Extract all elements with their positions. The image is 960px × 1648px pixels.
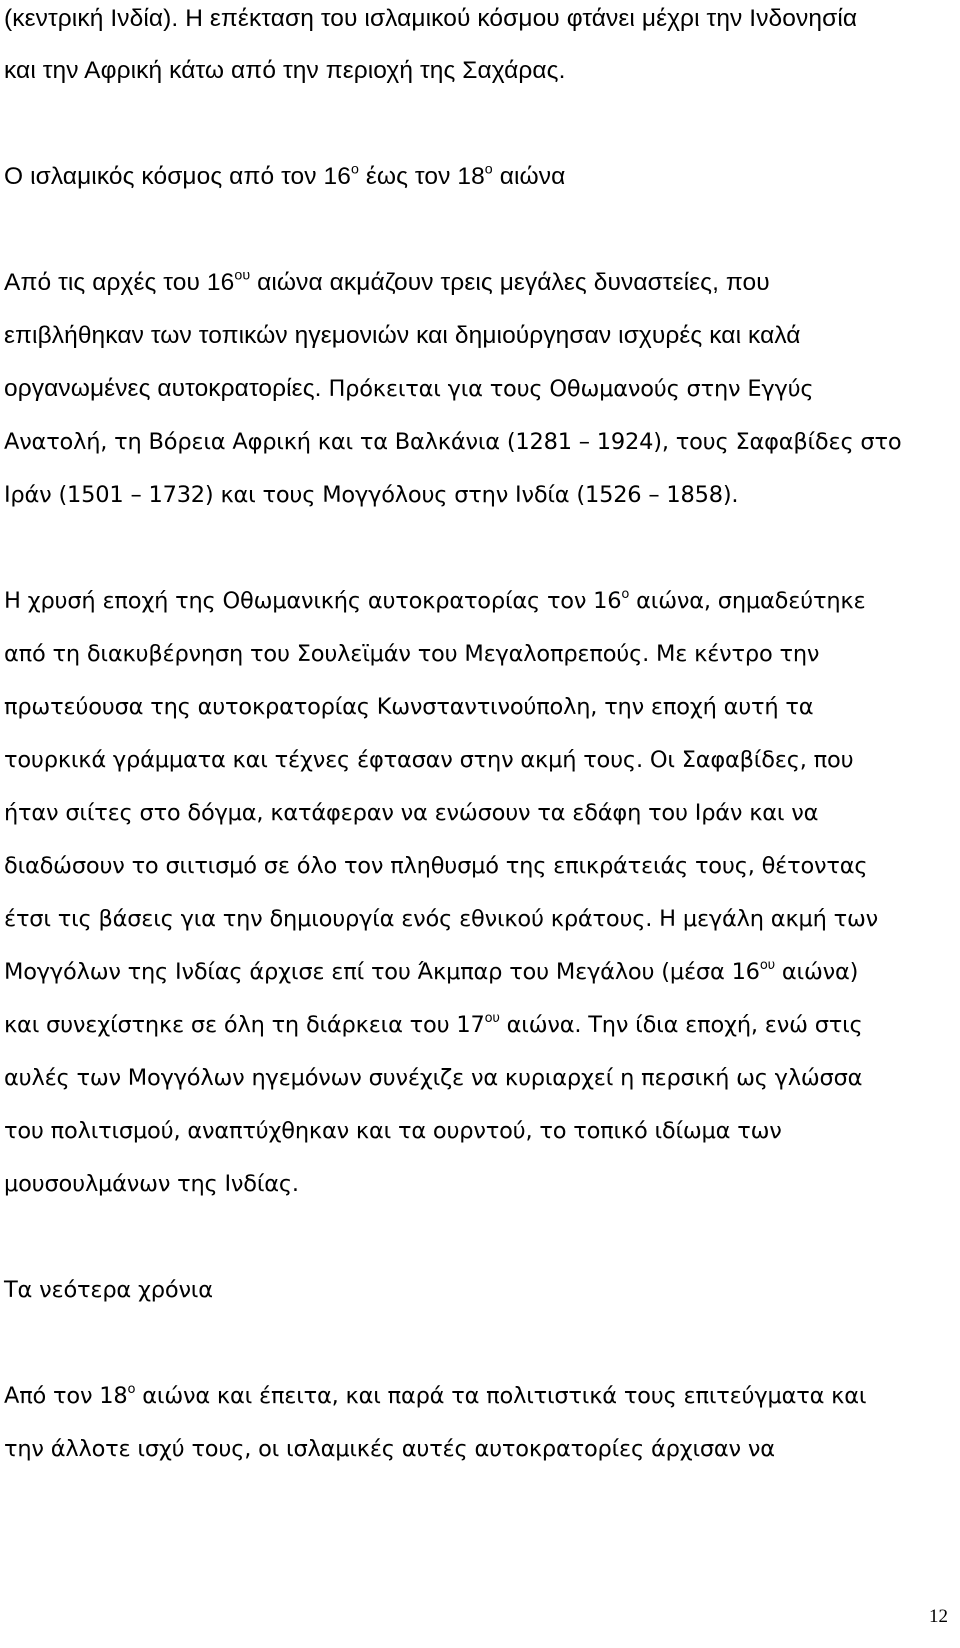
text-span: διαδώσουν το σιιτισμό σε όλο τον πληθυσμό της επικράτειάς τους, θέτοντας	[4, 853, 868, 879]
superscript: ου	[484, 1011, 500, 1027]
text-line	[4, 321, 801, 351]
superscript: ο	[484, 161, 493, 178]
text-span: και την Αφρική κάτω από την περιοχή της Σαχάρας.	[4, 57, 566, 84]
text-span: αιώνα ακμάζουν τρεις μεγάλες δυναστείες, που	[250, 269, 770, 296]
text-span: έτσι τις βάσεις για την δημιουργία ενός εθνικού κράτους. Η μεγάλη ακμή των	[4, 906, 878, 932]
text-span: πρωτεύουσα της αυτοκρατορίας Κωνσταντινούπολη, την εποχή αυτή τα	[4, 694, 814, 720]
superscript: ου	[234, 267, 251, 284]
text-span: επιβλήθηκαν των τοπικών ηγεμονιών και δημιούργησαν ισχυρές και καλά	[4, 322, 801, 349]
text-span: Μογγόλων της Ινδίας άρχισε επί του Άκμπαρ του Μεγάλου (μέσα 16	[4, 959, 760, 985]
section-heading	[4, 162, 565, 192]
text-line	[4, 851, 867, 881]
superscript: ου	[759, 958, 775, 974]
text-span: Πρόκειται για τους Οθωμανούς στην Εγγύς	[328, 376, 814, 402]
section-heading	[4, 1275, 213, 1305]
text-span: Ανατολή, τη Βόρεια Αφρική και τα Βαλκάνια (1281 – 1924), τους Σαφαβίδες στο	[4, 429, 902, 455]
text-span: από τη διακυβέρνηση του Σουλεϊμάν του Μεγαλοπρεπούς. Με κέντρο την	[4, 641, 820, 667]
text-span: οργανωμένες αυτοκρατορίες.	[4, 375, 329, 402]
text-line	[4, 586, 865, 616]
text-span: αιώνα. Την ίδια εποχή, ενώ στις	[499, 1012, 863, 1038]
text-line	[4, 1063, 862, 1093]
text-span: αιώνα, σημαδεύτηκε	[629, 588, 866, 614]
superscript: ο	[350, 161, 359, 178]
text-span: Ο ισλαμικός κόσμος από τον 16	[4, 163, 351, 190]
text-line	[4, 427, 901, 457]
text-span: (κεντρική Ινδία). Η επέκταση του ισλαμικού κόσμου φτάνει μέχρι την Ινδονησία	[4, 5, 858, 32]
text-line	[4, 639, 819, 669]
text-span: Από τον 18	[4, 1383, 128, 1409]
superscript: ο	[621, 587, 630, 603]
text-line	[4, 374, 813, 404]
text-line	[4, 1434, 775, 1464]
text-span: Η χρυσή εποχή της Οθωμανικής αυτοκρατορίας τον 16	[4, 588, 622, 614]
text-span: τουρκικά γράμματα και τέχνες έφτασαν στην ακμή τους. Οι Σαφαβίδες, που	[4, 747, 854, 773]
text-line	[4, 480, 738, 510]
text-line	[4, 904, 878, 934]
text-span: την άλλοτε ισχύ τους, οι ισλαμικές αυτές αυτοκρατορίες άρχισαν να	[4, 1436, 775, 1462]
text-span: και συνεχίστηκε σε όλη τη διάρκεια του 17	[4, 1012, 485, 1038]
text-line	[4, 798, 818, 828]
text-line	[4, 1381, 866, 1411]
text-span: μουσουλμάνων της Ινδίας.	[4, 1171, 299, 1197]
text-span: του πολιτισμού, αναπτύχθηκαν και τα ουρντού, το τοπικό ιδίωμα των	[4, 1118, 782, 1144]
text-line	[4, 1116, 782, 1146]
text-span: Από τις αρχές του 16	[4, 269, 235, 296]
text-line	[4, 56, 565, 86]
text-span: αιώνα	[492, 163, 566, 190]
text-line	[4, 692, 813, 722]
text-line	[4, 1010, 863, 1040]
text-span: Ιράν (1501 – 1732) και τους Μογγόλους στην Ινδία (1526 – 1858).	[4, 482, 739, 508]
text-span: Τα νεότερα χρόνια	[4, 1277, 213, 1303]
page-number: 12	[929, 1606, 948, 1627]
text-line	[4, 268, 770, 298]
text-line	[4, 957, 858, 987]
text-span: αιώνα και έπειτα, και παρά τα πολιτιστικά τους επιτεύγματα και	[135, 1383, 867, 1409]
text-line	[4, 745, 853, 775]
text-span: ήταν σιίτες στο δόγμα, κατάφεραν να ενώσουν τα εδάφη του Ιράν και να	[4, 800, 819, 826]
text-span: αιώνα)	[774, 959, 859, 985]
superscript: ο	[127, 1382, 136, 1398]
text-line	[4, 4, 857, 34]
text-span: έως τον 18	[358, 163, 485, 190]
text-line	[4, 1169, 299, 1199]
text-span: αυλές των Μογγόλων ηγεμόνων συνέχιζε να κυριαρχεί η περσική ως γλώσσα	[4, 1065, 863, 1091]
